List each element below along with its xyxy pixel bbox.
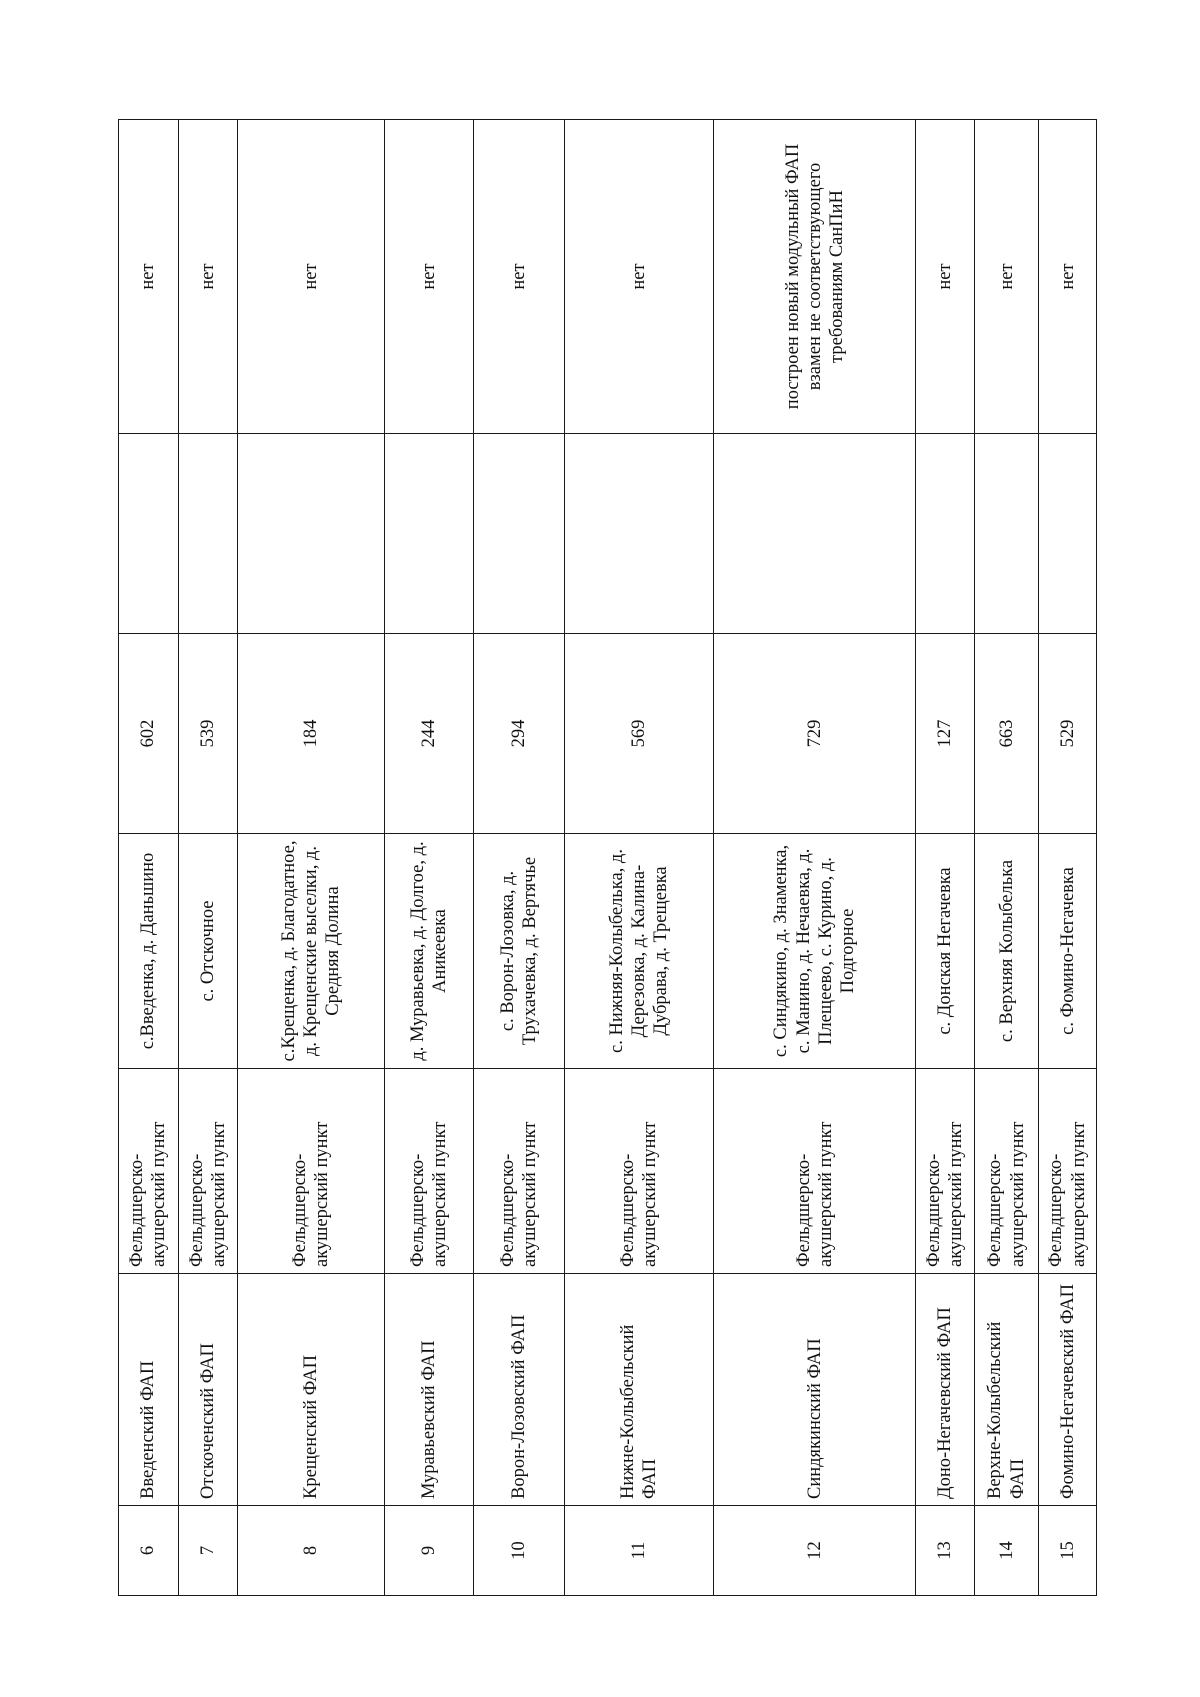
extra-cell xyxy=(237,434,384,634)
population-count: 569 xyxy=(564,634,714,834)
served-settlements: с. Отскочное xyxy=(178,834,237,1069)
served-settlements: с. Нижняя-Колыбелька, д. Дерезовка, д. Калина-Дубрава, д. Трещевка xyxy=(564,834,714,1069)
fap-name: Синдякинский ФАП xyxy=(714,1274,916,1506)
facility-type: Фельдшерско-акушерский пункт xyxy=(714,1069,916,1274)
note-cell: нет xyxy=(974,120,1038,434)
table-row xyxy=(714,120,916,1596)
row-number: 14 xyxy=(974,1506,1038,1596)
facility-type: Фельдшерско-акушерский пункт xyxy=(119,1069,179,1274)
served-settlements: д. Муравьевка, д. Долгое, д. Аникеевка xyxy=(385,834,474,1069)
fap-name: Отскоченский ФАП xyxy=(178,1274,237,1506)
row-number: 11 xyxy=(564,1506,714,1596)
note-cell: построен новый модульный ФАП взамен не соответствующего требованиям СанПиН xyxy=(714,120,916,434)
row-number: 15 xyxy=(1039,1506,1097,1596)
population-count: 184 xyxy=(237,634,384,834)
facility-type: Фельдшерско-акушерский пункт xyxy=(385,1069,474,1274)
note-cell: нет xyxy=(473,120,564,434)
facility-type: Фельдшерско-акушерский пункт xyxy=(916,1069,975,1274)
row-number: 10 xyxy=(473,1506,564,1596)
table-row xyxy=(473,120,564,1596)
extra-cell xyxy=(178,434,237,634)
note-cell: нет xyxy=(178,120,237,434)
facility-type: Фельдшерско-акушерский пункт xyxy=(473,1069,564,1274)
extra-cell xyxy=(385,434,474,634)
fap-name: Доно-Негачевский ФАП xyxy=(916,1274,975,1506)
facility-type: Фельдшерско-акушерский пункт xyxy=(1039,1069,1097,1274)
served-settlements: с. Синдякино, д. Знаменка, с. Манино, д. Нечаевка, д. Плещеево, с. Курино, д. Подгорное xyxy=(714,834,916,1069)
population-count: 602 xyxy=(119,634,179,834)
table-row xyxy=(916,120,975,1596)
table-row xyxy=(564,120,714,1596)
table-row xyxy=(385,120,474,1596)
extra-cell xyxy=(1039,434,1097,634)
served-settlements: с. Ворон-Лозовка, д. Трухачевка, д. Вертячье xyxy=(473,834,564,1069)
population-count: 294 xyxy=(473,634,564,834)
fap-name: Верхне-Колыбельский ФАП xyxy=(974,1274,1038,1506)
population-count: 244 xyxy=(385,634,474,834)
fap-name: Муравьевский ФАП xyxy=(385,1274,474,1506)
population-count: 729 xyxy=(714,634,916,834)
table-body xyxy=(119,120,1097,1596)
table-row xyxy=(237,120,384,1596)
fap-table xyxy=(118,119,1097,1596)
row-number: 6 xyxy=(119,1506,179,1596)
fap-name: Фомино-Негачевский ФАП xyxy=(1039,1274,1097,1506)
served-settlements: с. Верхняя Колыбелька xyxy=(974,834,1038,1069)
fap-name: Введенский ФАП xyxy=(119,1274,179,1506)
table-row xyxy=(178,120,237,1596)
row-number: 13 xyxy=(916,1506,975,1596)
table-row xyxy=(1039,120,1097,1596)
facility-type: Фельдшерско-акушерский пункт xyxy=(178,1069,237,1274)
served-settlements: с.Крещенка, д. Благодатное, д. Крещенские выселки, д. Средняя Долина xyxy=(237,834,384,1069)
population-count: 539 xyxy=(178,634,237,834)
row-number: 9 xyxy=(385,1506,474,1596)
table-row xyxy=(974,120,1038,1596)
population-count: 127 xyxy=(916,634,975,834)
served-settlements: с.Введенка, д. Даньшино xyxy=(119,834,179,1069)
served-settlements: с. Фомино-Негачевка xyxy=(1039,834,1097,1069)
note-cell: нет xyxy=(237,120,384,434)
row-number: 8 xyxy=(237,1506,384,1596)
note-cell: нет xyxy=(119,120,179,434)
facility-type: Фельдшерско-акушерский пункт xyxy=(237,1069,384,1274)
facility-type: Фельдшерско-акушерский пункт xyxy=(564,1069,714,1274)
extra-cell xyxy=(119,434,179,634)
fap-name: Ворон-Лозовский ФАП xyxy=(473,1274,564,1506)
population-count: 663 xyxy=(974,634,1038,834)
extra-cell xyxy=(974,434,1038,634)
row-number: 12 xyxy=(714,1506,916,1596)
note-cell: нет xyxy=(385,120,474,434)
rotated-table-container xyxy=(118,120,1097,1596)
fap-name: Нижне-Колыбельский ФАП xyxy=(564,1274,714,1506)
table-row xyxy=(119,120,179,1596)
facility-type: Фельдшерско-акушерский пункт xyxy=(974,1069,1038,1274)
extra-cell xyxy=(473,434,564,634)
row-number: 7 xyxy=(178,1506,237,1596)
population-count: 529 xyxy=(1039,634,1097,834)
fap-name: Крещенский ФАП xyxy=(237,1274,384,1506)
note-cell: нет xyxy=(1039,120,1097,434)
extra-cell xyxy=(564,434,714,634)
extra-cell xyxy=(714,434,916,634)
note-cell: нет xyxy=(564,120,714,434)
note-cell: нет xyxy=(916,120,975,434)
served-settlements: с. Донская Негачевка xyxy=(916,834,975,1069)
extra-cell xyxy=(916,434,975,634)
